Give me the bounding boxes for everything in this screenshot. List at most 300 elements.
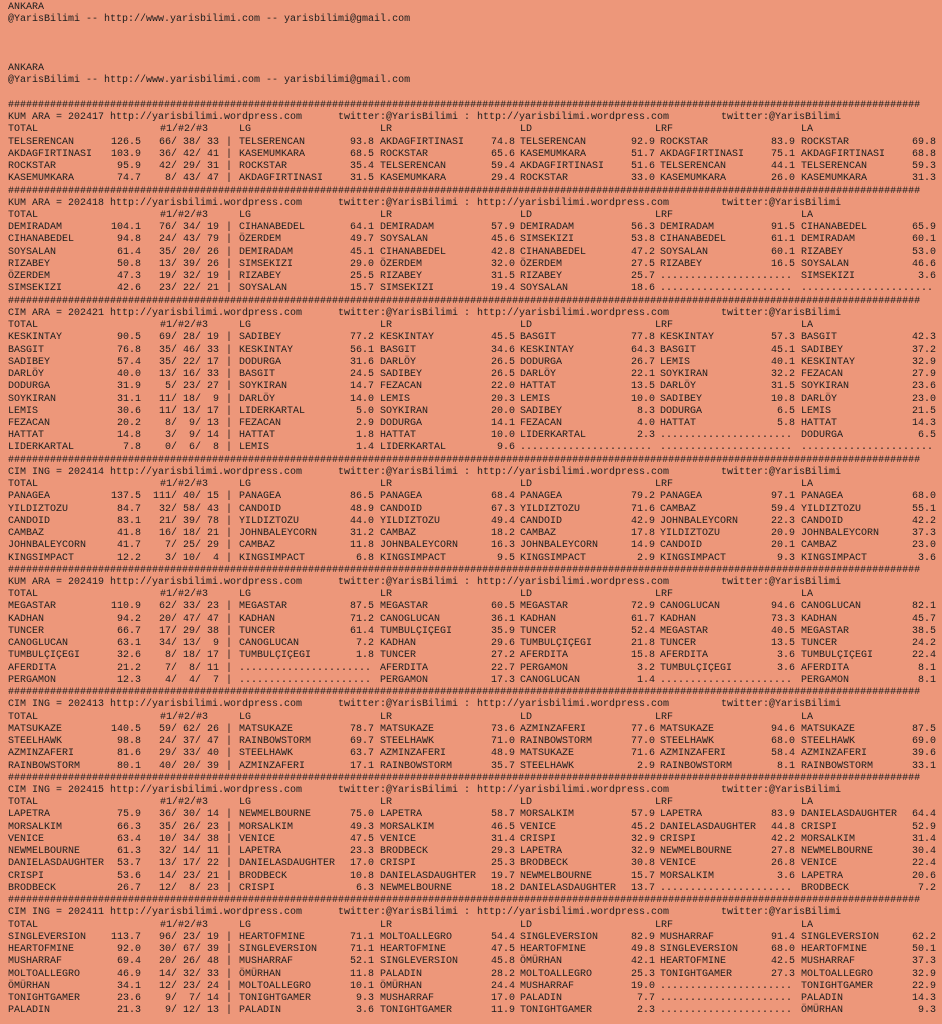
la-cell (801, 883, 936, 895)
total-score: 34.1 (116, 980, 141, 992)
la-score: 87.5 (911, 723, 936, 735)
lg-cell (239, 675, 374, 687)
lg-horse-name: MEGASTAR (239, 601, 288, 613)
table-row (8, 222, 942, 234)
lg-horse-name: SINGLEVERSION (239, 944, 318, 956)
la-horse-name: JOHNBALEYCORN (801, 528, 880, 540)
lg-cell (239, 406, 374, 418)
lrf-horse-name: SOYKIRAN (660, 369, 709, 381)
lrf-cell (660, 137, 795, 149)
lrf-cell (660, 663, 795, 675)
lg-cell (239, 981, 374, 993)
total-header: TOTAL (8, 124, 39, 136)
header-contact-line (8, 14, 942, 26)
lg-horse-name: HEARTOFMINE (239, 931, 306, 943)
lr-cell (380, 650, 515, 662)
ld-horse-name: KASEMUMKARA (520, 148, 587, 160)
lrf-score: 58.4 (770, 748, 795, 760)
la-score: 14.3 (911, 992, 936, 1004)
lg-cell (239, 638, 374, 650)
lg-horse-name: KASEMUMKARA (239, 148, 306, 160)
lr-header: LR (380, 320, 393, 332)
la-cell (801, 332, 936, 344)
lg-score: 6.8 (355, 552, 374, 564)
colon: : (464, 699, 471, 711)
la-cell (801, 993, 936, 1005)
lr-cell (380, 846, 515, 858)
table-row (8, 528, 942, 540)
column-divider: | (226, 283, 233, 295)
lg-cell (239, 932, 374, 944)
la-cell (801, 981, 936, 993)
horse-name: SOYSALAN (8, 246, 57, 258)
total-score: 21.2 (116, 662, 141, 674)
ld-horse-name: PANAGEA (520, 491, 563, 503)
ld-horse-name: SOYSALAN (520, 283, 569, 295)
lrf-header: LRF (655, 209, 674, 221)
ld-cell (520, 369, 655, 381)
lrf-cell (660, 149, 795, 161)
lr-cell (380, 626, 515, 638)
column-divider: | (226, 882, 233, 894)
lr-score: 67.3 (490, 503, 515, 515)
column-divider: | (226, 161, 233, 173)
separator-line (8, 895, 942, 907)
column-header-line (8, 712, 942, 724)
twitter-handle: twitter:@YarisBilimi (338, 307, 459, 319)
empty-marker: ...................... (660, 442, 793, 454)
lrf-score: 42.2 (770, 833, 795, 845)
placements: 11/ 13/ 17 (158, 405, 219, 417)
horse-name: AZMINZAFERI (8, 748, 75, 760)
lrf-score: 97.1 (770, 491, 795, 503)
la-score: 68.0 (911, 491, 936, 503)
column-header-line (8, 320, 942, 332)
lrf-cell (660, 944, 795, 956)
placements: 66/ 38/ 33 (158, 136, 219, 148)
table-row (8, 540, 942, 552)
placements: 9/ 12/ 13 (158, 1005, 219, 1017)
site-link: http://yarisbilimi.wordpress.com (110, 197, 303, 209)
placements: 29/ 33/ 40 (158, 748, 219, 760)
la-cell (801, 736, 936, 748)
lrf-horse-name: MUSHARRAF (660, 931, 715, 943)
la-cell (801, 504, 936, 516)
ld-score: 71.6 (630, 503, 655, 515)
table-row (8, 345, 942, 357)
la-score: 50.1 (911, 944, 936, 956)
la-score: 62.2 (911, 931, 936, 943)
ld-score: 71.6 (630, 748, 655, 760)
table-row (8, 161, 942, 173)
la-cell (801, 161, 936, 173)
placements: 8/ 9/ 13 (158, 417, 219, 429)
ld-cell (520, 504, 655, 516)
ld-cell (520, 357, 655, 369)
la-horse-name: LAPETRA (801, 870, 844, 882)
ld-cell (520, 883, 655, 895)
lr-score: 42.8 (490, 246, 515, 258)
lr-score: 20.3 (490, 393, 515, 405)
race-title: KUM ARA = 202419 (8, 577, 105, 589)
horse-name: MEGASTAR (8, 601, 57, 613)
lg-horse-name: PANAGEA (239, 491, 282, 503)
lr-cell (380, 614, 515, 626)
total-score: 66.3 (116, 821, 141, 833)
la-cell (801, 748, 936, 760)
column-header-line (8, 124, 942, 136)
placements: 9/ 7/ 14 (158, 992, 219, 1004)
la-horse-name: SOYSALAN (801, 258, 850, 270)
lg-cell (239, 822, 374, 834)
lr-horse-name: ROCKSTAR (380, 148, 429, 160)
lr-horse-name: TUNCER (380, 650, 417, 662)
la-horse-name: CAMBAZ (801, 540, 838, 552)
horse-name: MORSALKIM (8, 821, 63, 833)
lr-score: 59.4 (490, 161, 515, 173)
lg-score: 1.4 (355, 442, 374, 454)
table-row (8, 981, 942, 993)
la-score: 37.3 (911, 956, 936, 968)
lg-score: 5.0 (355, 405, 374, 417)
site-link: http://yarisbilimi.wordpress.com (110, 785, 303, 796)
la-horse-name: BASGIT (801, 332, 838, 344)
lg-horse-name: KESKINTAY (239, 344, 294, 356)
ld-header: LD (520, 589, 533, 601)
placements: 62/ 33/ 23 (158, 601, 219, 613)
lr-horse-name: MEGASTAR (380, 601, 429, 613)
site-link: http://yarisbilimi.wordpress.com (110, 466, 303, 478)
la-cell (801, 932, 936, 944)
separator: ######################################################################################################################################################## (8, 454, 921, 466)
ld-cell (520, 638, 655, 650)
la-horse-name: CIHANABEDEL (801, 222, 868, 234)
table-row (8, 332, 942, 344)
lg-cell (239, 858, 374, 870)
ld-cell (520, 161, 655, 173)
column-divider: | (226, 491, 233, 503)
ld-horse-name: MOLTOALLEGRO (520, 968, 593, 980)
lg-score: 56.1 (349, 344, 374, 356)
table-row (8, 993, 942, 1005)
lr-cell (380, 259, 515, 271)
total-score: 61.3 (116, 846, 141, 858)
horse-name: ROCKSTAR (8, 161, 57, 173)
la-horse-name: CANOGLUCAN (801, 601, 862, 613)
la-horse-name: NEWMELBOURNE (801, 846, 874, 858)
lg-cell (239, 430, 374, 442)
lg-horse-name: TUMBULÇIÇEGI (239, 650, 312, 662)
la-cell (801, 234, 936, 246)
lrf-cell (660, 406, 795, 418)
la-cell (801, 247, 936, 259)
colon: : (464, 577, 471, 589)
lg-score: 31.6 (349, 356, 374, 368)
placements: 23/ 22/ 21 (158, 283, 219, 295)
lrf-horse-name: BASGIT (660, 344, 697, 356)
total-score: 61.4 (116, 246, 141, 258)
ld-cell (520, 834, 655, 846)
ld-score: 51.7 (630, 148, 655, 160)
lr-cell (380, 724, 515, 736)
lr-cell (380, 381, 515, 393)
ld-horse-name: CANOGLUCAN (520, 674, 581, 686)
lrf-cell (660, 822, 795, 834)
column-divider: | (226, 430, 233, 442)
la-horse-name: SOYKIRAN (801, 381, 850, 393)
lrf-score: 20.1 (770, 540, 795, 552)
ld-horse-name: ÖMÜRHAN (520, 956, 563, 968)
lg-cell (239, 614, 374, 626)
placements: 30/ 67/ 39 (158, 944, 219, 956)
column-divider: | (226, 980, 233, 992)
lr-score: 65.6 (490, 148, 515, 160)
ld-horse-name: MATSUKAZE (520, 748, 575, 760)
lr-score: 24.4 (490, 980, 515, 992)
lg-horse-name: ÖMÜRHAN (239, 968, 282, 980)
lg-cell (239, 332, 374, 344)
horse-name: CAMBAZ (8, 528, 45, 540)
lr-cell (380, 222, 515, 234)
separator-line (8, 565, 942, 577)
total-score: 41.7 (116, 540, 141, 552)
lr-cell (380, 638, 515, 650)
la-cell (801, 528, 936, 540)
placements-header: #1/#2/#3 (160, 320, 209, 332)
lg-score: 2.9 (355, 417, 374, 429)
placements: 111/ 40/ 15 (152, 491, 219, 503)
total-score: 140.5 (110, 723, 141, 735)
lr-score: 34.6 (490, 344, 515, 356)
horse-name: TONIGHTGAMER (8, 992, 81, 1004)
la-horse-name: MUSHARRAF (801, 956, 856, 968)
lr-cell (380, 663, 515, 675)
lr-horse-name: LIDERKARTAL (380, 442, 447, 454)
la-cell (801, 491, 936, 503)
lr-cell (380, 394, 515, 406)
table-row (8, 809, 942, 821)
lr-horse-name: PALADIN (380, 968, 423, 980)
la-horse-name: RIZABEY (801, 246, 844, 258)
ld-horse-name: CANDOID (520, 515, 563, 527)
lg-cell (239, 834, 374, 846)
la-score: 20.6 (911, 870, 936, 882)
table-row (8, 381, 942, 393)
la-horse-name: CANDOID (801, 515, 844, 527)
lr-score: 58.7 (490, 809, 515, 821)
ld-horse-name: SADIBEY (520, 405, 563, 417)
lr-score: 11.9 (490, 1005, 515, 1017)
total-score: 26.7 (116, 882, 141, 894)
colon: : (464, 907, 471, 919)
lr-cell (380, 761, 515, 773)
lrf-horse-name: YILDIZTOZU (660, 528, 721, 540)
ld-cell (520, 394, 655, 406)
lr-cell (380, 871, 515, 883)
la-score: 23.0 (911, 540, 936, 552)
ld-cell (520, 626, 655, 638)
placements: 12/ 8/ 23 (158, 882, 219, 894)
lrf-cell (660, 271, 795, 283)
placements: 76/ 34/ 19 (158, 222, 219, 234)
lrf-cell (660, 675, 795, 687)
ld-score: 2.9 (636, 552, 655, 564)
table-row (8, 137, 942, 149)
la-header: LA (801, 797, 814, 809)
lrf-horse-name: DEMIRADAM (660, 222, 715, 234)
lg-cell (239, 553, 374, 565)
lr-horse-name: SOYKIRAN (380, 405, 429, 417)
lr-score: 20.0 (490, 405, 515, 417)
lr-cell (380, 345, 515, 357)
lrf-score: 83.9 (770, 136, 795, 148)
table-row (8, 491, 942, 503)
separator-line (8, 687, 942, 699)
site-link: http://yarisbilimi.wordpress.com (477, 307, 670, 319)
ld-score: 13.5 (630, 381, 655, 393)
table-row (8, 418, 942, 430)
lg-score: 52.1 (349, 956, 374, 968)
lr-horse-name: STEELHAWK (380, 736, 435, 748)
lg-score: 1.8 (355, 430, 374, 442)
lr-score: 57.9 (490, 222, 515, 234)
ld-horse-name: FEZACAN (520, 417, 563, 429)
lr-cell (380, 161, 515, 173)
lr-score: 31.5 (490, 271, 515, 283)
horse-name: MATSUKAZE (8, 723, 63, 735)
site-link: http://yarisbilimi.wordpress.com (110, 699, 303, 711)
total-score: 46.9 (116, 968, 141, 980)
ld-horse-name: NEWMELBOURNE (520, 870, 593, 882)
total-score: 32.6 (116, 650, 141, 662)
ld-score: 25.3 (630, 968, 655, 980)
lrf-score: 94.6 (770, 723, 795, 735)
horse-name: KADHAN (8, 613, 45, 625)
la-score: 7.2 (917, 882, 936, 894)
total-header: TOTAL (8, 797, 39, 809)
lr-score: 29.6 (490, 638, 515, 650)
lr-horse-name: TELSERENCAN (380, 161, 447, 173)
ld-score: 32.9 (630, 833, 655, 845)
total-score: 94.8 (116, 234, 141, 246)
lg-horse-name: ÖZERDEM (239, 234, 282, 246)
blank-line (8, 88, 942, 100)
lr-horse-name: CRISPI (380, 858, 417, 870)
lrf-cell (660, 834, 795, 846)
lrf-cell (660, 516, 795, 528)
lr-horse-name: FEZACAN (380, 381, 423, 393)
placements: 32/ 14/ 11 (158, 846, 219, 858)
lr-score: 45.6 (490, 234, 515, 246)
lr-score: 25.3 (490, 858, 515, 870)
lrf-cell (660, 357, 795, 369)
placements: 59/ 62/ 26 (158, 723, 219, 735)
la-horse-name: VENICE (801, 858, 838, 870)
lrf-horse-name: CANOGLUCAN (660, 601, 721, 613)
lrf-cell (660, 614, 795, 626)
total-score: 137.5 (110, 491, 141, 503)
race-title: CIM ING = 202414 (8, 466, 105, 478)
lg-score: 87.5 (349, 601, 374, 613)
lg-cell (239, 357, 374, 369)
la-cell (801, 430, 936, 442)
la-score: 14.3 (911, 417, 936, 429)
lg-header: LG (239, 711, 252, 723)
lrf-cell (660, 369, 795, 381)
column-divider: | (226, 258, 233, 270)
horse-name: MOLTOALLEGRO (8, 968, 81, 980)
la-horse-name: FEZACAN (801, 369, 844, 381)
total-score: 66.7 (116, 625, 141, 637)
contact-line: @YarisBilimi -- http://www.yarisbilimi.com -- yarisbilimi@gmail.com (8, 75, 411, 87)
lr-score: 18.2 (490, 882, 515, 894)
horse-name: CIHANABEDEL (8, 234, 75, 246)
lg-horse-name: MORSALKIM (239, 821, 294, 833)
total-score: 30.6 (116, 405, 141, 417)
lr-cell (380, 418, 515, 430)
lg-header: LG (239, 124, 252, 136)
ld-horse-name: KINGSIMPACT (520, 552, 587, 564)
horse-name: RIZABEY (8, 258, 51, 270)
lr-cell (380, 137, 515, 149)
lrf-horse-name: NEWMELBOURNE (660, 846, 733, 858)
ld-score: 53.8 (630, 234, 655, 246)
horse-name: TUNCER (8, 625, 45, 637)
race-title-line (8, 577, 942, 589)
table-row (8, 956, 942, 968)
lg-score: 7.2 (355, 638, 374, 650)
ld-score: 32.9 (630, 846, 655, 858)
lr-horse-name: BRODBECK (380, 846, 429, 858)
lg-horse-name: BRODBECK (239, 870, 288, 882)
lg-score: 77.2 (349, 332, 374, 344)
lrf-cell (660, 846, 795, 858)
lr-cell (380, 540, 515, 552)
horse-name: BASGIT (8, 344, 45, 356)
lg-horse-name: LIDERKARTAL (239, 405, 306, 417)
placements-header: #1/#2/#3 (160, 589, 209, 601)
placements: 13/ 39/ 26 (158, 258, 219, 270)
lr-cell (380, 736, 515, 748)
la-score: 65.9 (911, 222, 936, 234)
lr-cell (380, 528, 515, 540)
lr-cell (380, 234, 515, 246)
column-divider: | (226, 662, 233, 674)
table-row (8, 406, 942, 418)
empty-marker: ...................... (660, 271, 793, 283)
total-score: 92.0 (116, 944, 141, 956)
column-divider: | (226, 968, 233, 980)
race-title-line (8, 785, 942, 797)
lr-cell (380, 993, 515, 1005)
column-divider: | (226, 858, 233, 870)
separator: ######################################################################################################################################################## (8, 185, 921, 197)
lrf-horse-name: CIHANABEDEL (660, 234, 727, 246)
lrf-cell (660, 222, 795, 234)
ld-cell (520, 442, 655, 454)
lrf-horse-name: LAPETRA (660, 809, 703, 821)
lr-horse-name: DODURGA (380, 417, 423, 429)
lg-horse-name: SOYKIRAN (239, 381, 288, 393)
lrf-score: 27.8 (770, 846, 795, 858)
lrf-horse-name: AZMINZAFERI (660, 748, 727, 760)
total-score: 20.2 (116, 417, 141, 429)
lg-score: 49.7 (349, 234, 374, 246)
la-horse-name: SADIBEY (801, 344, 844, 356)
blank-line (8, 51, 942, 63)
lg-horse-name: NEWMELBOURNE (239, 809, 312, 821)
ld-score: 25.7 (630, 271, 655, 283)
